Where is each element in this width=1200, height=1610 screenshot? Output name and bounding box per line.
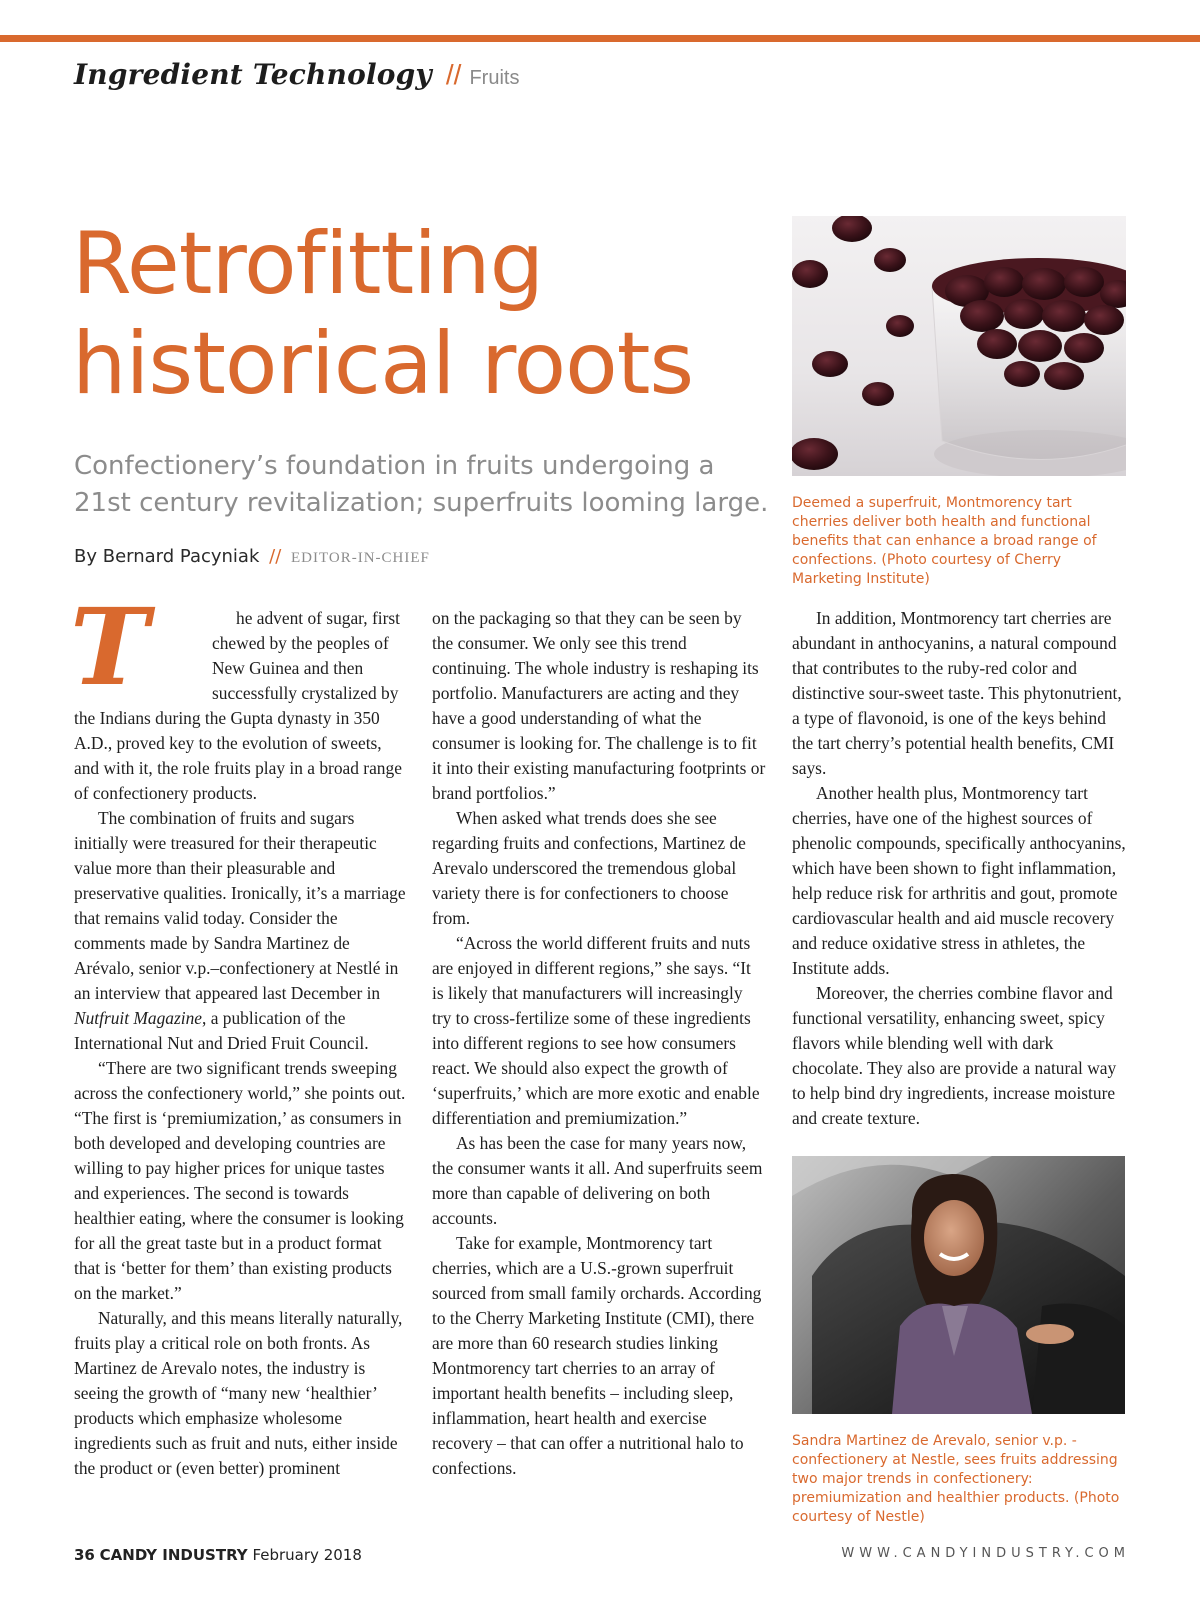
- section-subtitle: Fruits: [469, 67, 520, 89]
- article-column-2: [432, 606, 766, 1481]
- article-column-1: [70, 584, 408, 1481]
- publication-title: Nutfruit Magazine: [74, 1008, 203, 1028]
- cherries-caption: Deemed a superfruit, Montmorency tart cherries deliver both health and functional benefits that can enhance a broad range of confections. (Photo courtesy of Cherry Marketing Institute): [792, 495, 1097, 587]
- headline: Retrofitting historical roots: [72, 214, 694, 414]
- deck: Confectionery’s foundation in fruits undergoing a 21st century revitalization; superfruits looming large.: [74, 451, 769, 518]
- section-title: Ingredient Technology: [74, 58, 432, 91]
- paragraph: he advent of sugar, first chewed by the peoples of New Guinea and then successfully crystalized by the Indians during the Gupta dynasty in 350 A.D., proved key to the evolution of sweets, and with it, the role fruits play in a broad range of confectionery products.: [74, 608, 402, 803]
- paragraph: Take for example, Montmorency tart cherries, which are a U.S.-grown superfruit sourced from small family orchards. According to the Cherry Marketing Institute (CMI), there are more than 60 research studies linking Montmorency tart cherries to an array of important health benefits – including sleep, inflammation, heart health and exercise recovery – that can offer a nutritional halo to confections.: [432, 1233, 762, 1478]
- issue-date: February 2018: [252, 1546, 362, 1564]
- cherries-photo: [792, 216, 1126, 476]
- section-separator: //: [445, 59, 462, 90]
- magazine-name: CANDY INDUSTRY: [99, 1546, 248, 1564]
- byline-role: EDITOR-IN-CHIEF: [291, 550, 430, 566]
- page-footer: [74, 1546, 1130, 1570]
- paragraph: As has been the case for many years now, the consumer wants it all. And superfruits seem more than capable of delivering on both accounts.: [432, 1133, 763, 1228]
- paragraph: Another health plus, Montmorency tart cherries, have one of the highest sources of phenolic compounds, specifically anthocyanins, which have been shown to fight inflammation, help reduce risk for arthritis and gout, promote cardiovascular health and aid muscle recovery and reduce oxidative stress in athletes, the Institute adds.: [792, 783, 1126, 978]
- byline-author: By Bernard Pacyniak: [74, 546, 260, 567]
- paragraph: on the packaging so that they can be seen by the consumer. We only see this trend continuing. The whole industry is reshaping its portfolio. Manufacturers are acting and they have a good understanding of what the consumer is looking for. The challenge is to fit it into their existing manufacturing footprints or brand portfolios.”: [432, 608, 766, 803]
- paragraph: “There are two significant trends sweeping across the confectionery world,” she points out. “The first is ‘premiumization,’ as consumers in both developed and developing countries are willing to pay higher prices for unique tastes and experiences. The second is towards healthier eating, where the consumer is looking for all the great taste but in a product format that is ‘better for them’ than existing products on the market.”: [74, 1058, 406, 1303]
- article-column-3: [792, 606, 1126, 1131]
- byline-separator: //: [269, 546, 282, 567]
- paragraph: When asked what trends does she see regarding fruits and confections, Martinez de Arevalo underscored the tremendous global variety there is for confectioners to choose from.: [432, 808, 746, 928]
- top-rule: [0, 35, 1200, 42]
- byline: [74, 546, 430, 567]
- sandra-caption: Sandra Martinez de Arevalo, senior v.p. -confectionery at Nestle, sees fruits addressing two major trends in confectionery: premiumization and healthier products. (Photo courtesy of Nestle): [792, 1433, 1120, 1525]
- folio: [74, 1546, 362, 1564]
- page-number: 36: [74, 1546, 95, 1564]
- paragraph: “Across the world different fruits and nuts are enjoyed in different regions,” she says. “It is likely that manufacturers will increasingly try to cross-fertilize some of these ingredients into different regions to see how consumers react. We should also expect the growth of ‘superfruits,’ which are more exotic and enable differentiation and premiumization.”: [432, 933, 760, 1128]
- paragraph: Moreover, the cherries combine flavor and functional versatility, enhancing sweet, spicy flavors while blending well with dark chocolate. They also are provide a natural way to help bind dry ingredients, increase moisture and create texture.: [792, 983, 1117, 1128]
- drop-cap: T: [70, 584, 149, 709]
- paragraph: The combination of fruits and sugars initially were treasured for their therapeutic value more than their pleasurable and preservative qualities. Ironically, it’s a marriage that remains valid today. Consider the comments made by Sandra Martinez de Arévalo, senior v.p.–confectionery at Nestlé in an interview that appeared last December in Nutfruit Magazine, a publication of the International Nut and Dried Fruit Council.: [74, 808, 406, 1053]
- paragraph: In addition, Montmorency tart cherries are abundant in anthocyanins, a natural compound that contributes to the ruby-red color and distinctive sour-sweet taste. This phytonutrient, a type of flavonoid, is one of the keys behind the tart cherry’s potential health benefits, CMI says.: [792, 608, 1122, 778]
- paragraph: Naturally, and this means literally naturally, fruits play a critical role on both fronts. As Martinez de Arevalo notes, the industry is seeing the growth of “many new ‘healthier’ products which emphasize wholesome ingredients such as fruit and nuts, either inside the product or (even better) prominent: [74, 1308, 403, 1478]
- section-header: [74, 58, 519, 98]
- website-url: WWW.CANDYINDUSTRY.COM: [841, 1546, 1130, 1561]
- sandra-photo: [792, 1156, 1125, 1414]
